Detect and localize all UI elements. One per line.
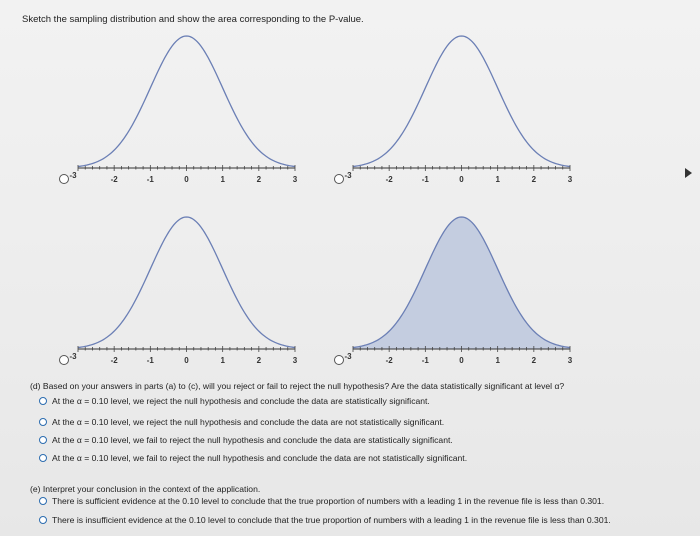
tick-label: -2 <box>385 356 393 365</box>
tick-label: 0 <box>459 356 464 365</box>
part-d-option-1[interactable] <box>39 396 430 406</box>
part-d-option-4[interactable] <box>39 453 467 463</box>
option-label: At the α = 0.10 level, we fail to reject the null hypothesis and conclude the data are not statistically significant. <box>52 453 468 463</box>
radio-button[interactable] <box>39 418 47 426</box>
radio-button[interactable] <box>39 454 47 462</box>
tick-label: -2 <box>110 356 118 365</box>
option-label: There is insufficient evidence at the 0.10 level to conclude that the true proportion of numbers with a leading 1 in the revenue file is less than 0.301. <box>52 515 611 525</box>
tick-label: 0 <box>184 175 189 184</box>
tick-label: -1 <box>421 175 429 184</box>
tick-label: 3 <box>292 356 298 365</box>
part-e-option-1[interactable] <box>39 496 604 506</box>
option-label: At the α = 0.10 level, we reject the null hypothesis and conclude the data are not statistically significant. <box>52 417 445 427</box>
part-e-question: (e) Interpret your conclusion in the context of the application. <box>30 484 261 494</box>
p-value-shaded-area <box>353 217 570 349</box>
radio-button[interactable] <box>39 436 47 444</box>
normal-curve <box>353 36 570 167</box>
tick-label: 0 <box>459 175 464 184</box>
tick-label: 0 <box>184 356 189 365</box>
tick-label: -2 <box>385 175 393 184</box>
tick-label: 1 <box>495 356 500 365</box>
plot-select-radio[interactable] <box>60 175 69 184</box>
tick-label: 2 <box>531 356 537 365</box>
sampling-distribution-option-2 <box>315 24 575 194</box>
tick-label: 1 <box>220 356 225 365</box>
tick-label: 1 <box>220 175 225 184</box>
normal-curve <box>78 36 295 167</box>
plot-select-radio[interactable] <box>335 175 344 184</box>
tick-label: 3 <box>292 175 298 184</box>
plot-select-radio[interactable] <box>60 356 69 365</box>
tick-label: 2 <box>256 175 262 184</box>
normal-curve-plot <box>40 24 300 194</box>
radio-button[interactable] <box>39 516 47 524</box>
radio-button[interactable] <box>39 397 47 405</box>
tick-label: -1 <box>146 356 154 365</box>
tick-label: -3 <box>344 352 352 361</box>
part-d-option-3[interactable] <box>39 435 453 445</box>
sampling-distribution-option-3 <box>40 205 300 375</box>
tick-label: -3 <box>344 171 352 180</box>
option-label: At the α = 0.10 level, we reject the null hypothesis and conclude the data are statistically significant. <box>52 396 430 406</box>
tick-label: 3 <box>567 175 573 184</box>
option-label: There is sufficient evidence at the 0.10 level to conclude that the true proportion of numbers with a leading 1 in the revenue file is less than 0.301. <box>52 496 605 506</box>
normal-curve-plot <box>315 24 575 194</box>
radio-button[interactable] <box>39 497 47 505</box>
tick-label: -3 <box>69 171 77 180</box>
sampling-distribution-option-1 <box>40 24 300 194</box>
tick-label: 3 <box>567 356 573 365</box>
tick-label: -2 <box>110 175 118 184</box>
normal-curve-plot <box>40 205 300 375</box>
tick-label: 1 <box>495 175 500 184</box>
tick-label: -1 <box>421 356 429 365</box>
instruction-text: Sketch the sampling distribution and show the area corresponding to the P-value. <box>22 14 364 25</box>
plot-select-radio[interactable] <box>335 356 344 365</box>
tick-label: 2 <box>256 356 262 365</box>
option-label: At the α = 0.10 level, we fail to reject the null hypothesis and conclude the data are statistically significant. <box>52 435 453 445</box>
tick-label: 2 <box>531 175 537 184</box>
normal-curve <box>78 217 295 348</box>
tick-label: -3 <box>69 352 77 361</box>
tick-label: -1 <box>146 175 154 184</box>
mouse-pointer-icon <box>685 168 692 178</box>
part-d-question: (d) Based on your answers in parts (a) to (c), will you reject or fail to reject the null hypothesis? Are the data statistically significant at level α? <box>30 381 565 391</box>
part-e-option-2[interactable] <box>39 515 611 525</box>
normal-curve-plot <box>315 205 575 375</box>
part-d-option-2[interactable] <box>39 417 444 427</box>
sampling-distribution-option-4 <box>315 205 575 375</box>
